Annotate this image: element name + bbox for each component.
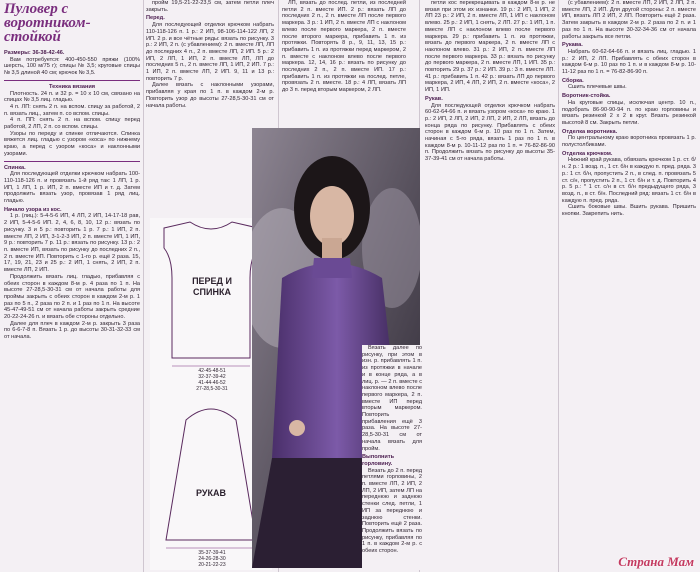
text-column-3	[282, 0, 406, 124]
title-line: воротником-	[4, 15, 91, 31]
front-text: Для последующей отделки крючком набрать 110-118-126 п. 1 р.: 2 ИП, 98-106-114-122 ЛП, 2 ИП. 2 р. и все чётные ряды: вязать по рисунку. 3 р.: 2 ИП, 2 п. (с убавлением): 2 п. вместе ЛП, ЛП до последних 4 п., 2 п. вместе ЛП, 2 ИП. 5 р.: 2 ИП, 2 ЛП, 1 ИП, 2 п. вместе ЛП, ЛП до последних 5 п., 2 п. вместе ЛП, 1 ИП, 2 ИП. 7 р.: 1 ИП, 2 п. вместе ЛП, 2 ИП. 9, 11 и 13 р.: повторить 7 р.	[146, 22, 274, 82]
technique-heading: Техника вязания	[48, 83, 96, 90]
rows-text: 1 р. (лиц.): 5-4-5-6 ИП, 4 ЛП, 2 ИП, 14-17-18 рав, 2 ИП, 5-4-5-6 ИП. 2, 4, 6, 8, 10, 12 р.: вязать по рисунку. 3 и 5 р.: повторить 1 р. 7 р.: 1 ИП, 2 п. вместе ЛП, 2 ИП, 3-1-2-3 ИП, 2 п. вместе ИП, 1 ИП, 9 р.: повторить 7 р. 11 р.: вязать по рисунку. 13 р.: 2 п. вместе ИП, вязать по рисунку до последних 2 п., 2 п. вместе ИП. Повторить с 1-го р. ещё 2 раза. 15, 17, 19, 21, 23 и 25 р.: 2 ИП, 1 снять, 2 ИП, 2 п. вместе ЛП, 2 ИП.	[4, 213, 140, 274]
watermark-logo: Страна Мам	[618, 554, 694, 569]
cable-left-text: 4 п. ЛП: снять 2 п. на вспом. спицу за работой, 2 п. вязать лиц., затем п. со вспом. спицы.	[4, 103, 140, 117]
text-column-4	[425, 0, 555, 572]
article-title	[4, 2, 140, 44]
assembly-text: Сшить плечевые швы.	[568, 84, 627, 91]
density-text: Плотность. 24 п. и 32 р. = 10 х 10 см, связано на спицах № 3,5 лиц. гладью.	[4, 90, 140, 104]
assembly-heading: Сборка.	[562, 77, 584, 84]
end-text: Сшить боковые швы. Вшить рукава. Пришить кнопки. Закрепить нить.	[562, 204, 696, 218]
collar-heading: Выполнить горловину.	[362, 454, 395, 467]
instructions-text: ЛП, вязать до послед. петли, из последней петли 2 п. вместе ИП. 2 р.: вязать ЛП до последних 2 п., 2 п. вместе ЛП после первого маркера. 3 р.: 1 ИП, 2 п. вместе ЛП с наклоном влево после первого маркера, 2 п. вместе после второго маркера, прибавить 1 п. из протяжки. Повторять 8 р., 9, 11, 13, 15 р.: прибавить 1 п. из протяжки перед маркером, 2 п. вместе с наклоном влево после первого маркера. 12, 14, 16 р.: вязать по рисунку до последних 2 п., 2 п. вместе ИП. 17 р.: прибавить 1 п. из протяжки на послед. петле, провязать 2 п. вместе. 18 р.: 4 ЛП, вязать ЛП до 3 п. перед вторым маркером, 2 ЛП.	[282, 0, 406, 94]
pattern-start-heading: Начало узора из кос.	[4, 206, 62, 213]
sleeve-outline	[166, 409, 256, 540]
text-column-3b	[362, 345, 422, 570]
back-text: Для последующей отделки крючком набрать 100-110-118-126 п. и провязать 1-й ряд так: 1 ЛП, 1 р. ИП, 1 ЛП, 1 р. ИП, 2 п. вместе ИП и т. д. Затем продолжить вязать узор, провязав 1 ряд лиц. гладью.	[4, 171, 140, 205]
collar-text: На круговые спицы, исключая центр. 10 п., подобрать 86-90-90-94 п. по краю горловины и вязать резинкой 2 х 2 в круг. Вязать резинкой высотой 8 см. Закрыть петли.	[562, 99, 696, 126]
collar-heading: Воротник-стойка.	[562, 93, 611, 100]
front-text-2: Далее вязать с наклонными узорами, прибавляя у края по 1 п. в каждом 2-м р. Повторить узор до высоты 27-28,5-30-31 см от начала работы.	[146, 82, 274, 109]
sizes-text: Размеры: 36-38-42-46.	[4, 50, 65, 56]
dimension-value: 27-28,5-30-31	[196, 386, 228, 392]
front-dimensions	[182, 368, 242, 392]
note-text: Узоры по переду и спинке отличаются. Спинка вяжется лиц. гладью с узором «коса» по нижнему краю, а перед с узором «коса» и наклонными узорами.	[4, 130, 140, 157]
collar-finish-heading: Отделка воротника.	[562, 128, 618, 135]
crochet-heading: Отделка крючком.	[562, 150, 613, 157]
instructions-text: петли кос перекрещивать в каждом 8-м р. не вязая при этом их изнанки. 19 р.: 2 ИП, 1 ИП, 2 ЛП 23 р.: 2 ИП, 2 п. вместе ЛП, 1 ИП с наклоном влево. 25 р.: 2 ИП, 1 снять, 2 ЛП. 27 р.: 1 ИП, 1 п. вместе ЛП с наклоном влево после первого маркера. 29 р.: прибавить 1 п. из протяжки, вязать до первого маркера, 2 п. вместе ЛП с наклоном влево. 31 р.: 2 ИП, 2 п. вместе ЛП после первого маркера. 33 р.: вязать по рисунку до первого маркера, 2 п. вместе ЛП, 1 ИП. 35 р.: повторить 29 р. 37 р.: 2 ИП. 39 р.: 3 п. вместе ЛП. 41 р.: прибавить 1 п. 42 р.: вязать ЛП до первого маркера, 2 ИП, 4 ЛП, 2 ИП, 2 п. вместе «коса», 2 ИП, 1 ИП.	[425, 0, 555, 94]
back-heading: Спинка.	[4, 164, 26, 171]
sleeve-heading: Рукав.	[425, 95, 443, 102]
dimension-value: 35-37-39-41	[198, 550, 226, 556]
face	[310, 186, 354, 246]
materials-text: Вам потребуется: 400-450-550 пряжи (100% шерсть, 100 м/75 г); спицы № 3,5; круговые спицы № 3,5 длиной 40 см; крючок № 3,5.	[4, 56, 140, 77]
sleeve-label: РУКАВ	[196, 488, 226, 498]
text-column-5	[562, 0, 696, 572]
armhole-text: пройм 19,5-21-22-23,5 см, затем петли плеч закрыть.	[146, 0, 274, 13]
collar-finish-text: По центральному краю воротника провязать 1 р. полустолбиками.	[562, 135, 696, 149]
continue-text: Продолжить вязать лиц. гладью, прибавляя с обеих сторон в каждом 8-м р. 4 раза по 1 п. На высоте 27-28,5-30-31 см от начала работы для проймы закрыть с обеих сторон в каждом 2-м р. 1 раз по 5 п., 2 раза по 2 п. и 1 раз по 1 п. На высоте 45-47-49-51 см от начала работы закрыть средние 20-22-24-26 п. и вязать обе стороны отдельно.	[4, 273, 140, 321]
title-line: Пуловер с	[4, 1, 69, 17]
title-line: стойкой	[4, 29, 61, 45]
dimension-value: 42-45-48-51	[198, 368, 226, 374]
collar-text: Вязать до 2 п. перед петлями горловины, 2 п. вместе ЛП, 2 ИП, 2 ЛП, 2 ИП, затем ЛП на переднюю и заднюю стенки след. петли, 1 ИП за переднюю и заднюю стенки. Повторить ещё 2 раза. Продолжить вязать по рисунку, прибавляя по 1 п. в каждом 2-м р. с обеих сторон.	[362, 467, 422, 555]
sleeve-text: Для последующей отделки крючком набрать 60-62-64-66 п. и вязать узором «коса» по краю. 1 р.: 2 ИП, 2 ЛП, 2 ИП, 2 ЛП, 2 ИП, 2 ЛП, вязать до конца ряда по рисунку. Прибавлять с обеих сторон в каждом 6-м р. 10 раз по 1 п. Затем, начиная с 5-го ряда, вязать 1 раз по 1 п. в каждом 8-м р. 10-11-12 раз по 1 п. = 76-82-86-90 п. Продолжить вязать по рисунку до высоты 35-37-39-41 см от начала работы.	[425, 102, 555, 163]
column-divider	[143, 0, 144, 572]
crochet-text: Нижний край рукава, обвязать крючком 1 р. ст. б/н. 2 р.: 1 возд. п., 1 ст. б/н в каждую п. пред. ряда. 3 р.: 1 ст. б/н, пропустить 2 п., в след. п. провязать 5 ст. с/н, пропустить 2 п., 1 ст. б/н и т. д. Повторить 4 р. 5 р.: * 1 ст. с/н в ст. б/н предыдущего ряда, 3 возд. п., в ст. б/н. Последний ряд: вязать 1 ст. б/н в каждую п. пред. ряда.	[562, 157, 696, 204]
sleeves-text: Набрать 60-62-64-66 п. и вязать лиц. гладью. 1 р.: 2 ИП, 2 ЛП. Прибавлять с обеих сторон в каждом 6-м р. 10 раз по 1 п. и в каждом 8-м р. 10-11-12 раз по 1 п. = 76-82-86-90 п.	[562, 48, 696, 76]
shoulders-text: Далее для плеч в каждом 2-м р. закрыть 3 раза по 6-6-7-8 п. Вязать 1 р. до высоты 30-31-32-33 см от начала.	[4, 320, 140, 341]
divider	[4, 80, 140, 81]
front-back-label: ПЕРЕД И СПИНКА	[192, 276, 232, 297]
text-column-1	[4, 0, 140, 572]
dimension-value: 41-44-46-52	[198, 380, 226, 386]
sleeves-heading: Рукава.	[562, 42, 583, 49]
sleeve-dimensions	[182, 550, 242, 568]
dimension-value: 32-37-39-42	[198, 374, 226, 380]
front-heading: Перед.	[146, 15, 165, 22]
instructions-text: (с убавлением): 2 п. вместе ЛП, 2 ИП, 2 ЛП, 2 п. вместе ЛП, 2 ИП. Для другой стороны: 2 п. вместе ИП, вязать ЛП 2 ИП, 2 ЛП. Повторить ещё 2 раза. Затем закрыть в каждом 2-м р. 2 раза по 2 п. и 1 раз по 1 п. На высоте 30-32-34-36 см от начала работы закрыть все петли.	[562, 0, 696, 40]
dimension-value: 24-26-28-30	[198, 556, 226, 562]
instructions-text-2: Вязать далее по рисунку, при этом в изн. р. прибавлять 1 п. из протяжки в начале и в конце ряда, а в лиц. р. — 2 п. вместе с наклоном влево после первого маркера, 2 п. вместе ИП перед вторым маркером. Повторить прибавления ещё 3 раза. На высоте 27-28,5-30-31 см от начала вязать для пройм.	[362, 345, 422, 452]
dimension-value: 20-21-22-23	[198, 562, 226, 568]
cable-right-text: 4 п. ПП: снять 2 п. на вспом. спицу перед работой, 2 ЛП, 2 п. со вспом. спицы.	[4, 117, 140, 131]
column-divider	[558, 0, 559, 572]
divider	[4, 161, 140, 162]
